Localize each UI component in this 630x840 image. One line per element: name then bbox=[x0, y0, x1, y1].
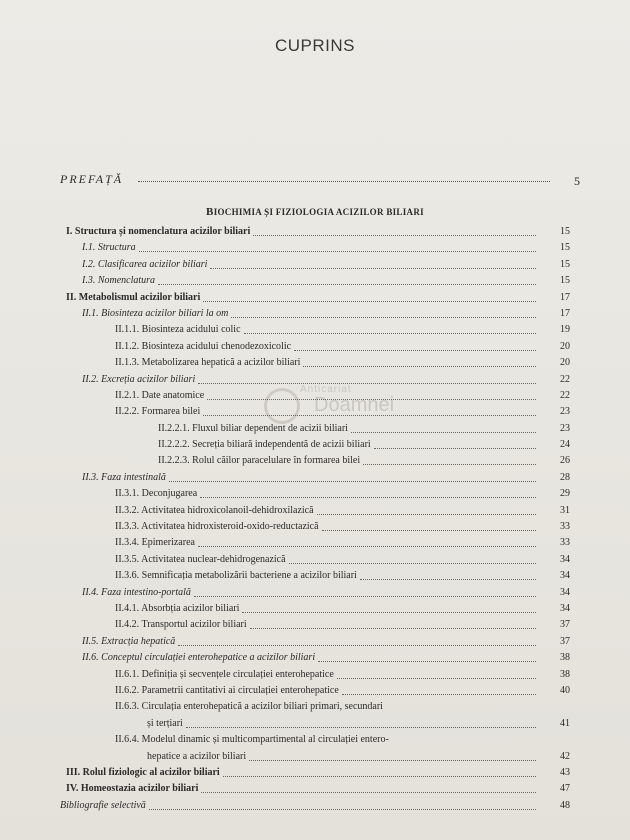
dot-leader bbox=[231, 317, 536, 318]
toc-entry[interactable] bbox=[60, 306, 570, 322]
section-heading-initial: B bbox=[206, 206, 214, 218]
dot-leader bbox=[223, 776, 536, 777]
toc-entry-title: I.2. Clasificarea acizilor biliari bbox=[82, 258, 208, 270]
toc-entry[interactable] bbox=[60, 453, 570, 469]
toc-entry-page: 15 bbox=[560, 258, 570, 270]
dot-leader bbox=[158, 284, 536, 285]
toc-entry-page: 41 bbox=[560, 717, 570, 729]
toc-entry[interactable] bbox=[60, 519, 570, 535]
toc-entry-page: 23 bbox=[560, 406, 570, 418]
toc-entry-page: 28 bbox=[560, 471, 570, 483]
toc-entry-title: II.3.6. Semnificația metabolizării bacteriene a acizilor biliari bbox=[115, 570, 357, 582]
toc-entry[interactable] bbox=[60, 732, 570, 748]
toc-entry[interactable] bbox=[60, 355, 570, 371]
dot-leader bbox=[201, 792, 536, 793]
dot-leader bbox=[169, 481, 536, 482]
toc-entry[interactable] bbox=[60, 749, 570, 765]
dot-leader bbox=[149, 809, 536, 810]
toc-entry-page: 34 bbox=[560, 570, 570, 582]
toc-entry-page: 20 bbox=[560, 357, 570, 369]
toc-entry-page: 48 bbox=[560, 799, 570, 811]
toc-entry[interactable] bbox=[60, 650, 570, 666]
toc-entry-title: și terțiari bbox=[147, 717, 183, 729]
toc-entry-title: II.2.2.3. Rolul căilor paracelulare în formarea bilei bbox=[158, 455, 361, 467]
toc-entry-page: 34 bbox=[560, 602, 570, 614]
toc-entry[interactable] bbox=[60, 568, 570, 584]
dot-leader bbox=[253, 235, 536, 236]
dot-leader bbox=[138, 181, 550, 182]
toc-entry[interactable] bbox=[60, 372, 570, 388]
toc-entry-page: 22 bbox=[560, 373, 570, 385]
toc-entry-title: II.4. Faza intestino-portală bbox=[82, 586, 191, 598]
toc-entry[interactable] bbox=[60, 404, 570, 420]
dot-leader bbox=[294, 350, 536, 351]
toc-entry-page: 34 bbox=[560, 586, 570, 598]
dot-leader bbox=[360, 579, 536, 580]
toc-entry-page: 20 bbox=[560, 340, 570, 352]
toc-entry-title: II.1.3. Metabolizarea hepatică a acizilor biliari bbox=[115, 357, 301, 369]
toc-entry[interactable] bbox=[60, 781, 570, 797]
dot-leader bbox=[318, 661, 536, 662]
dot-leader bbox=[194, 596, 536, 597]
toc-entry-title: II.2.2.2. Secreția biliară independentă de acizii biliari bbox=[158, 439, 371, 451]
toc-entry[interactable] bbox=[60, 552, 570, 568]
toc-entry-title: II.1.1. Biosinteza acidului colic bbox=[115, 324, 241, 336]
toc-entry[interactable] bbox=[60, 699, 570, 715]
preface-page: 5 bbox=[574, 174, 580, 188]
toc-entry-title: II.4.1. Absorbția acizilor biliari bbox=[115, 602, 240, 614]
toc-entry-page: 24 bbox=[560, 439, 570, 451]
toc-entry-title: hepatice a acizilor biliari bbox=[147, 750, 247, 762]
toc-entry-title: II.1.2. Biosinteza acidului chenodezoxicolic bbox=[115, 340, 292, 352]
toc-entry-title: II.2.2. Formarea bilei bbox=[115, 406, 201, 418]
dot-leader bbox=[317, 514, 536, 515]
preface-label: PREFAȚĂ bbox=[60, 172, 124, 186]
toc-entry[interactable] bbox=[60, 716, 570, 732]
toc-entry-page: 38 bbox=[560, 652, 570, 664]
dot-leader bbox=[342, 694, 536, 695]
toc-entry-page: 26 bbox=[560, 455, 570, 467]
toc-entry-title: II. Metabolismul acizilor biliari bbox=[66, 291, 201, 303]
toc-entry-title: I.3. Nomenclatura bbox=[82, 275, 156, 287]
toc-entry-page: 33 bbox=[560, 537, 570, 549]
toc-entry-page: 15 bbox=[560, 275, 570, 287]
toc-entry[interactable] bbox=[60, 273, 570, 289]
section-heading-rest: IOCHIMIA ȘI FIZIOLOGIA ACIZILOR BILIARI bbox=[213, 207, 424, 217]
toc-entry[interactable] bbox=[60, 601, 570, 617]
toc-entry[interactable] bbox=[60, 421, 570, 437]
toc-entry-title: II.3.2. Activitatea hidroxicolanoil-dehidroxilazică bbox=[115, 504, 314, 516]
toc-entry[interactable] bbox=[60, 617, 570, 633]
toc-entry-title: II.3.5. Activitatea nuclear-dehidrogenazică bbox=[115, 553, 286, 565]
dot-leader bbox=[244, 333, 536, 334]
toc-entry[interactable] bbox=[60, 388, 570, 404]
dot-leader bbox=[337, 678, 536, 679]
toc-entry-title: II.3.1. Deconjugarea bbox=[115, 488, 198, 500]
toc-entry[interactable] bbox=[60, 683, 570, 699]
dot-leader bbox=[203, 415, 536, 416]
toc-entry-title: II.5. Extracția hepatică bbox=[82, 635, 176, 647]
watermark-line1: Anticariat bbox=[300, 384, 352, 395]
toc-entry-title: I. Structura și nomenclatura acizilor biliari bbox=[66, 226, 251, 237]
toc-entry-title: II.6.2. Parametrii cantitativi ai circulației enterohepatice bbox=[115, 684, 339, 696]
toc-entry[interactable] bbox=[60, 437, 570, 453]
toc-entry-title: II.2.1. Date anatomice bbox=[115, 389, 205, 401]
toc-entry[interactable] bbox=[60, 765, 570, 781]
toc-entry-page: 17 bbox=[560, 307, 570, 319]
dot-leader bbox=[374, 448, 536, 449]
toc-entry-page: 17 bbox=[560, 291, 570, 303]
toc-entry-page: 40 bbox=[560, 684, 570, 696]
dot-leader bbox=[242, 612, 536, 613]
toc-entry[interactable] bbox=[60, 290, 570, 306]
toc-entry-title: II.2.2.1. Fluxul biliar dependent de acizii biliari bbox=[158, 422, 348, 434]
toc-entry-title: II.4.2. Transportul acizilor biliari bbox=[115, 619, 247, 631]
dot-leader bbox=[351, 432, 536, 433]
toc-entry-page: 22 bbox=[560, 389, 570, 401]
dot-leader bbox=[210, 268, 536, 269]
toc-entry-title: III. Rolul fiziologic al acizilor biliari bbox=[66, 766, 220, 778]
dot-leader bbox=[303, 366, 536, 367]
toc-entry[interactable] bbox=[60, 634, 570, 650]
toc-entry-preface[interactable] bbox=[60, 172, 580, 192]
dot-leader bbox=[198, 546, 536, 547]
toc-entry-page: 37 bbox=[560, 635, 570, 647]
toc-entry[interactable] bbox=[60, 224, 570, 240]
toc-entry-page: 15 bbox=[560, 226, 570, 237]
toc-entry-title: II.6.1. Definiția și secvențele circulației enterohepatice bbox=[115, 668, 334, 680]
toc-entry[interactable] bbox=[60, 322, 570, 338]
toc-entry[interactable] bbox=[60, 240, 570, 256]
toc-entry[interactable] bbox=[60, 585, 570, 601]
toc-entry-page: 42 bbox=[560, 750, 570, 762]
dot-leader bbox=[139, 251, 536, 252]
toc-entry-page: 19 bbox=[560, 324, 570, 336]
toc-entry-title: II.3.3. Activitatea hidroxisteroid-oxido-reductazică bbox=[115, 521, 319, 533]
toc-entry-title: II.2. Excreția acizilor biliari bbox=[82, 373, 196, 385]
toc-entry-title: II.1. Biosinteza acizilor biliari la om bbox=[82, 307, 229, 319]
toc-entry-title: IV. Homeostazia acizilor biliari bbox=[66, 783, 199, 795]
toc-entry-page: 38 bbox=[560, 668, 570, 680]
toc-entry-page: 43 bbox=[560, 766, 570, 778]
toc-entry[interactable] bbox=[60, 257, 570, 273]
toc-entry[interactable] bbox=[60, 798, 570, 814]
toc-entry-page: 15 bbox=[560, 242, 570, 254]
toc-entry-page: 23 bbox=[560, 422, 570, 434]
toc-entry-page: 34 bbox=[560, 553, 570, 565]
dot-leader bbox=[207, 399, 536, 400]
toc-entry-title: I.1. Structura bbox=[82, 242, 136, 254]
toc-entry-page: 31 bbox=[560, 504, 570, 516]
dot-leader bbox=[203, 301, 536, 302]
toc-entry-page: 37 bbox=[560, 619, 570, 631]
dot-leader bbox=[289, 563, 536, 564]
dot-leader bbox=[249, 760, 536, 761]
section-heading bbox=[0, 206, 630, 218]
toc-entry-title: II.3. Faza intestinală bbox=[82, 471, 166, 483]
dot-leader bbox=[186, 727, 536, 728]
toc-entry-title: Bibliografie selectivă bbox=[60, 799, 146, 811]
toc-entry-page: 33 bbox=[560, 521, 570, 533]
toc-entry-page: 47 bbox=[560, 783, 570, 795]
toc-entry[interactable] bbox=[60, 486, 570, 502]
toc-entry-page: 29 bbox=[560, 488, 570, 500]
dot-leader bbox=[250, 628, 536, 629]
toc-entry-title: II.6.4. Modelul dinamic și multicompartimental al circulației entero- bbox=[115, 734, 389, 746]
table-of-contents bbox=[60, 224, 570, 814]
watermark-line2: Doamnei bbox=[314, 394, 395, 416]
toc-entry[interactable] bbox=[60, 470, 570, 486]
page-title: CUPRINS bbox=[274, 36, 355, 55]
dot-leader bbox=[178, 645, 536, 646]
toc-entry[interactable] bbox=[60, 339, 570, 355]
toc-entry-title: II.6. Conceptul circulației enterohepatice a acizilor biliari bbox=[82, 652, 316, 664]
dot-leader bbox=[322, 530, 536, 531]
dot-leader bbox=[198, 383, 536, 384]
toc-entry[interactable] bbox=[60, 503, 570, 519]
toc-entry[interactable] bbox=[60, 535, 570, 551]
toc-entry[interactable] bbox=[60, 667, 570, 683]
toc-entry-title: II.3.4. Epimerizarea bbox=[115, 537, 195, 549]
dot-leader bbox=[200, 497, 536, 498]
dot-leader bbox=[363, 464, 536, 465]
toc-entry-title: II.6.3. Circulația enterohepatică a acizilor biliari primari, secundari bbox=[115, 701, 383, 713]
